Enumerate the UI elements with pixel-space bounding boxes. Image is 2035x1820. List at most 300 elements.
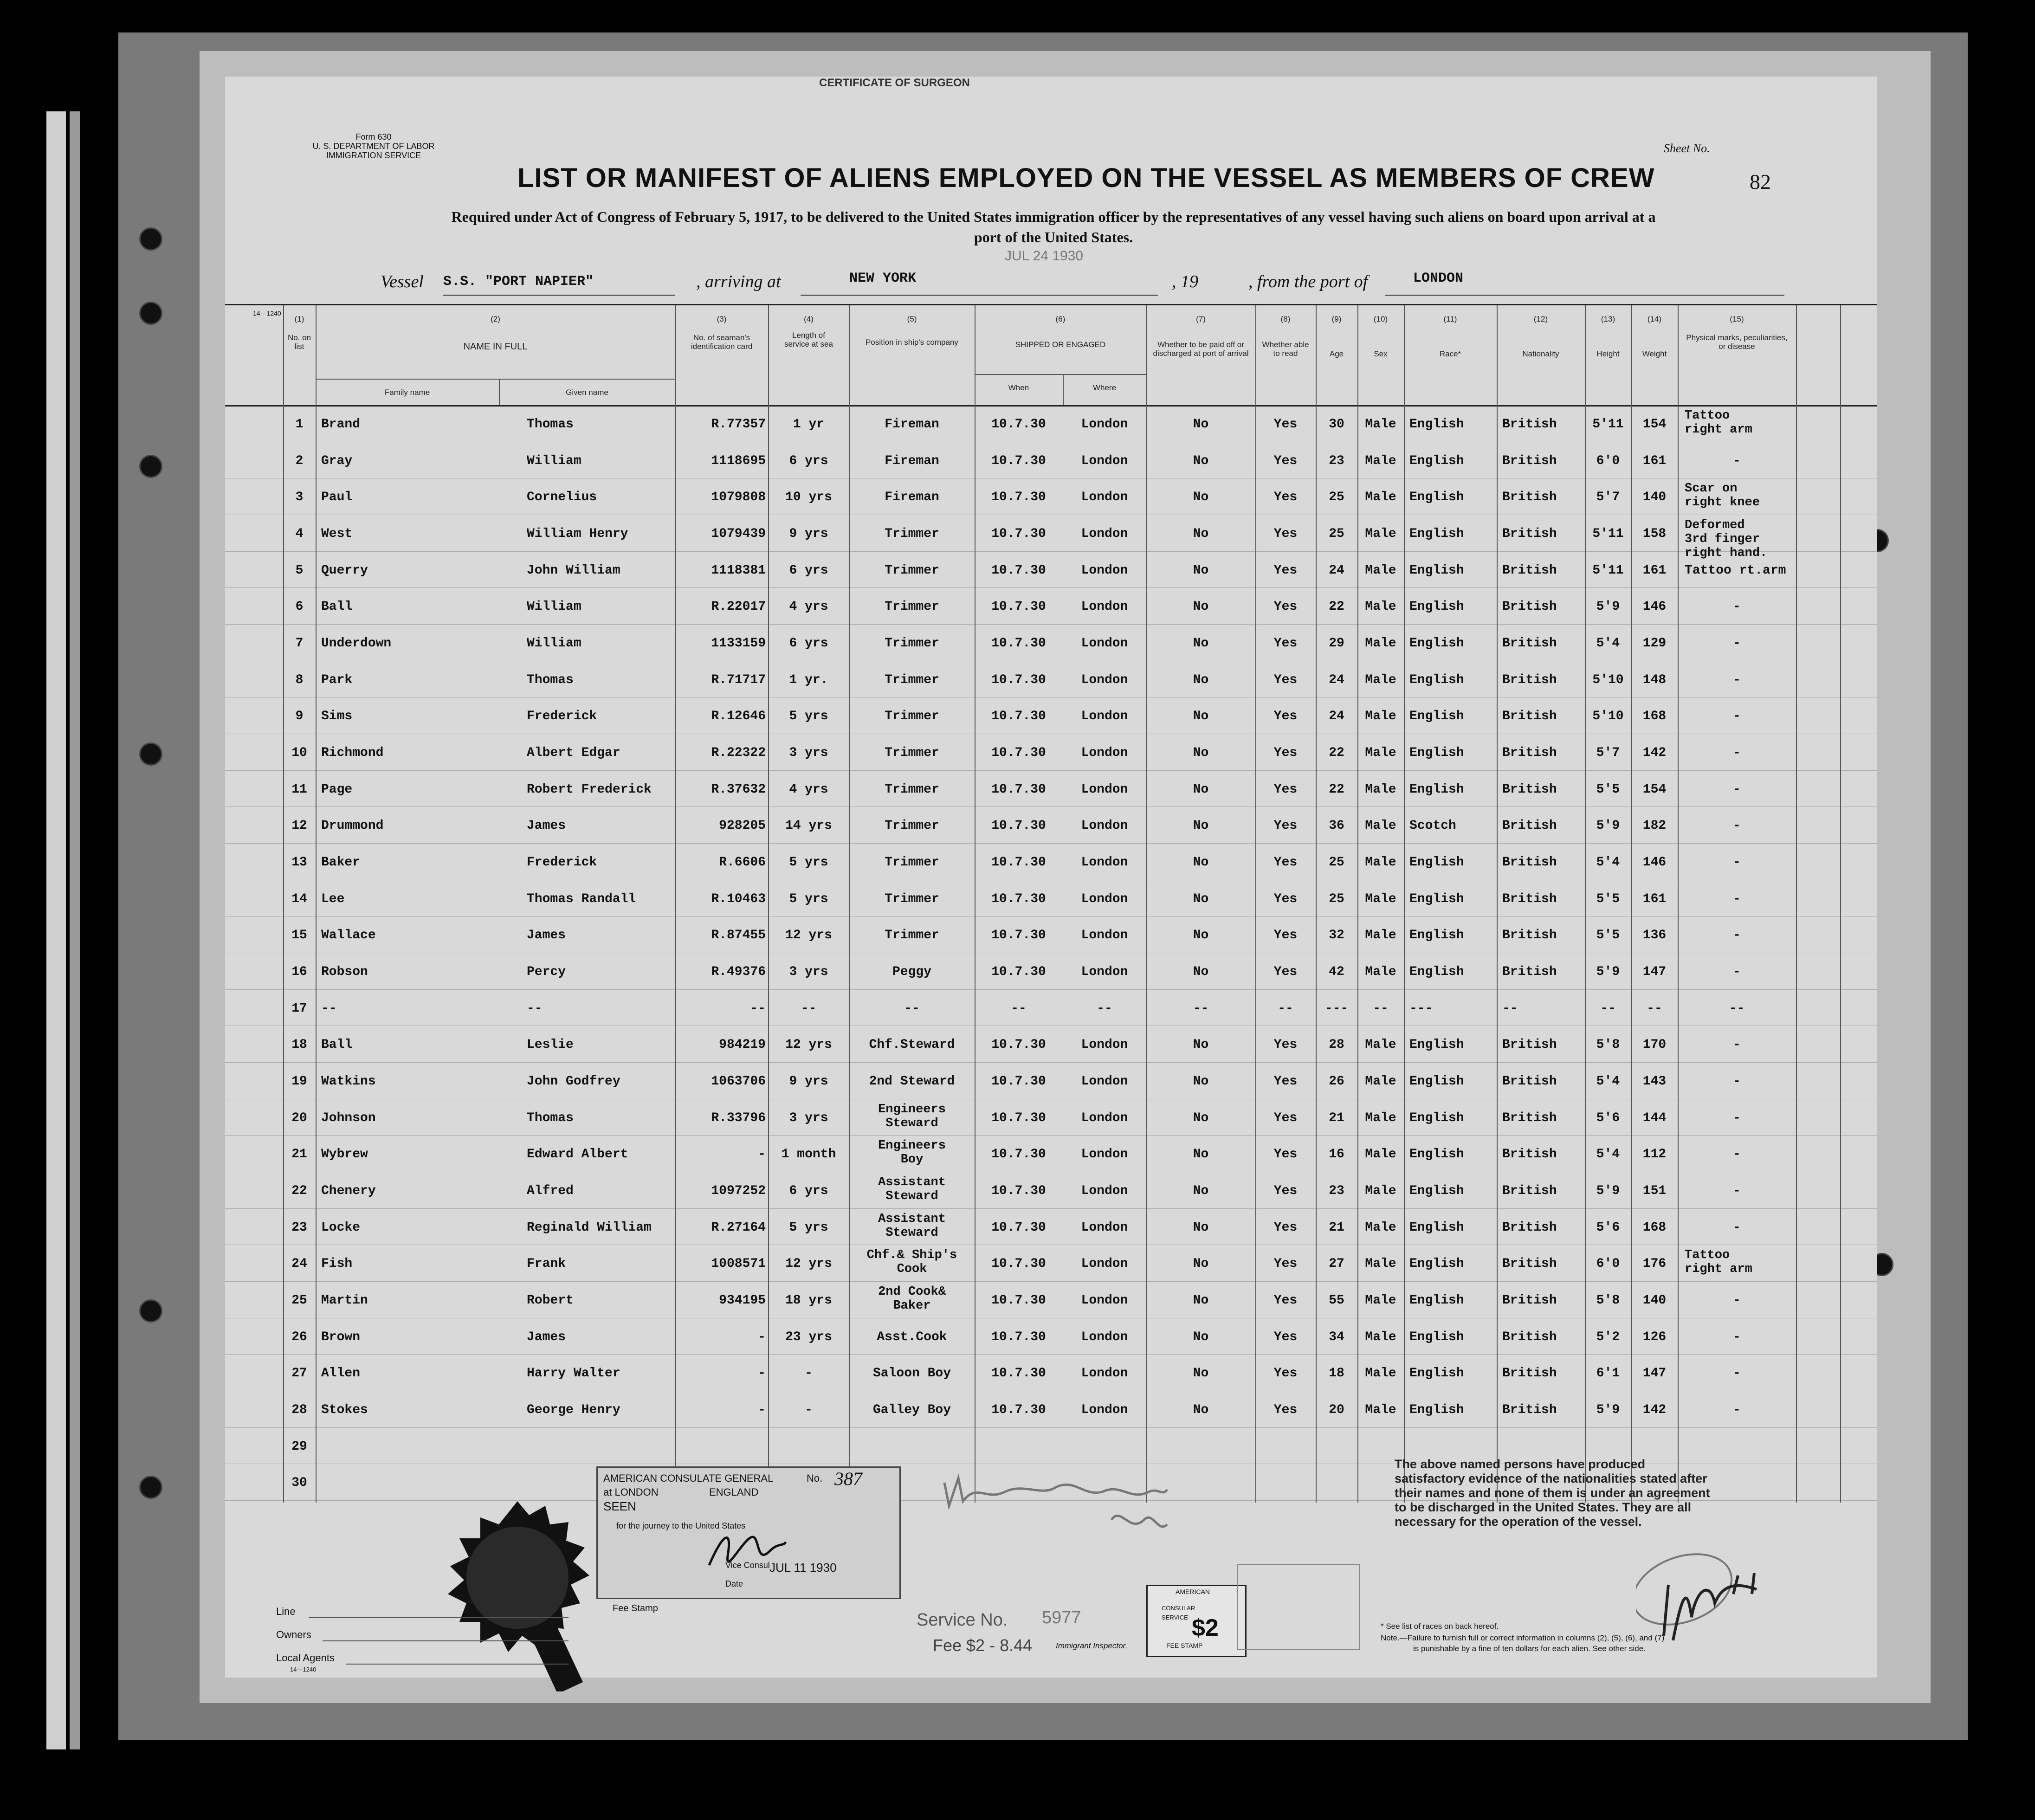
- cell-sex: Male: [1365, 1147, 1396, 1162]
- cell-position: 2nd Steward: [869, 1074, 955, 1089]
- cell-card: 1079439: [711, 527, 766, 541]
- cell-height: 5'4: [1596, 1074, 1620, 1089]
- cell-sex: Male: [1365, 490, 1396, 505]
- cell-where: London: [1081, 453, 1128, 468]
- header-rule: [975, 374, 1146, 375]
- cell-position: Trimmer: [885, 855, 939, 870]
- cell-sex: Male: [1365, 855, 1396, 870]
- cell-sex: Male: [1365, 527, 1396, 541]
- cell-given: George Henry: [527, 1403, 620, 1417]
- cell-given: Harry Walter: [527, 1366, 620, 1381]
- cell-age: 24: [1329, 709, 1344, 724]
- cell-paid-off: No: [1193, 1293, 1209, 1308]
- cell-nationality: British: [1502, 782, 1557, 797]
- fee-stamp-line3: SERVICE: [1162, 1614, 1188, 1621]
- cell-marks: -: [1733, 1220, 1741, 1235]
- cell-nationality: British: [1502, 1147, 1557, 1162]
- cell-weight: 161: [1642, 453, 1667, 468]
- cell-weight: 161: [1642, 891, 1667, 906]
- cell-marks: -: [1733, 855, 1741, 870]
- cell-race: English: [1409, 417, 1464, 432]
- cell-paid-off: No: [1193, 490, 1209, 505]
- table-row: [225, 880, 1877, 917]
- cell-sex: --: [1373, 1001, 1389, 1016]
- cell-height: 6'0: [1596, 453, 1620, 468]
- cell-card: R.12646: [711, 709, 766, 724]
- cell-read: Yes: [1273, 417, 1298, 432]
- cell-given: William: [527, 636, 581, 651]
- col-label-race: Race*: [1439, 349, 1461, 358]
- form-code: 14—1240: [253, 310, 281, 317]
- cell-card: R.77357: [711, 417, 766, 432]
- cell-position: Trimmer: [885, 928, 939, 943]
- cell-nationality: British: [1502, 819, 1557, 833]
- cell-position: Saloon Boy: [872, 1366, 951, 1381]
- cell-weight: 168: [1642, 709, 1667, 724]
- cell-height: 5'10: [1592, 709, 1624, 724]
- col-num-4: (4): [804, 315, 814, 323]
- subtitle: Required under Act of Congress of February 5, 1917, to be delivered to the United States immigration officer by the representatives of any vessel having such aliens on board upon arrival at a port of the United States.: [451, 208, 1656, 245]
- cell-card: R.87455: [711, 928, 766, 943]
- cell-race: English: [1409, 1293, 1464, 1308]
- table-row: [225, 807, 1877, 844]
- consulate-line2b: ENGLAND: [709, 1486, 759, 1498]
- cell-paid-off: No: [1193, 819, 1209, 833]
- cell-weight: 168: [1642, 1220, 1667, 1235]
- cell-marks: -: [1733, 636, 1741, 651]
- owners-label: Owners: [276, 1629, 311, 1640]
- cell-read: Yes: [1273, 855, 1298, 870]
- col-num-5: (5): [907, 315, 917, 323]
- cell-read: --: [1278, 1001, 1293, 1016]
- from-port: LONDON: [1413, 271, 1464, 286]
- table-row: [225, 442, 1877, 479]
- cell-age: 36: [1329, 819, 1344, 833]
- cell-race: English: [1409, 1110, 1464, 1125]
- col-num-1: (1): [294, 315, 304, 323]
- cell-position: Fireman: [885, 453, 939, 468]
- column-rule: [675, 305, 676, 1503]
- cell-age: 22: [1329, 782, 1344, 797]
- from-label: , from the port of: [1248, 272, 1368, 291]
- cell-paid-off: No: [1193, 709, 1209, 724]
- cell-when: 10.7.30: [991, 563, 1046, 578]
- col-num-7: (7): [1196, 315, 1206, 323]
- cell-card: -: [758, 1403, 766, 1417]
- consulate-no: 387: [834, 1468, 862, 1489]
- cell-read: Yes: [1273, 709, 1298, 724]
- cell-height: 5'10: [1592, 672, 1624, 687]
- cell-height: 5'6: [1596, 1110, 1620, 1125]
- vice-consul-signature: [704, 1523, 788, 1579]
- cell-where: London: [1081, 965, 1128, 979]
- table-row: [225, 1135, 1877, 1172]
- cell-no: 9: [295, 709, 304, 724]
- cell-race: English: [1409, 563, 1464, 578]
- cell-no: 3: [295, 490, 304, 505]
- cell-card: R.10463: [711, 891, 766, 906]
- table-row: [225, 953, 1877, 990]
- cell-position: Engineers Steward: [878, 1102, 946, 1130]
- cell-marks: Tattoo rt.arm: [1685, 563, 1786, 578]
- cell-family: Watkins: [321, 1074, 376, 1089]
- cell-paid-off: No: [1193, 1257, 1209, 1271]
- cell-when: 10.7.30: [991, 709, 1046, 724]
- cell-where: London: [1081, 1257, 1128, 1271]
- binder-hole: [139, 1299, 162, 1323]
- cell-family: Richmond: [321, 746, 384, 760]
- table-row: [225, 1172, 1877, 1209]
- table-row: [225, 916, 1877, 953]
- cell-card: R.33796: [711, 1110, 766, 1125]
- cell-age: 42: [1329, 965, 1344, 979]
- cell-nationality: British: [1502, 672, 1557, 687]
- cell-age: 32: [1329, 928, 1344, 943]
- cell-read: Yes: [1273, 782, 1298, 797]
- cell-paid-off: No: [1193, 600, 1209, 614]
- cell-read: Yes: [1273, 1074, 1298, 1089]
- cell-position: Trimmer: [885, 891, 939, 906]
- col-label-card: No. of seaman's identification card: [691, 333, 753, 351]
- cell-card: -: [758, 1366, 766, 1381]
- cell-position: Trimmer: [885, 672, 939, 687]
- cell-read: Yes: [1273, 1403, 1298, 1417]
- cell-where: London: [1081, 527, 1128, 541]
- cell-when: 10.7.30: [991, 1110, 1046, 1125]
- cell-given: Frederick: [527, 855, 597, 870]
- cell-paid-off: No: [1193, 1330, 1209, 1344]
- cell-no: 10: [291, 746, 307, 760]
- column-rule: [849, 305, 850, 1503]
- cell-nationality: British: [1502, 1038, 1557, 1052]
- cell-when: 10.7.30: [991, 891, 1046, 906]
- consulate-date: JUL 11 1930: [769, 1561, 837, 1575]
- cell-paid-off: No: [1193, 672, 1209, 687]
- left-edge-strip: [46, 111, 66, 1749]
- date-stamp: JUL 24 1930: [1005, 248, 1084, 264]
- cell-when: 10.7.30: [991, 1184, 1046, 1198]
- column-rule: [1678, 305, 1679, 1503]
- cell-weight: 140: [1642, 490, 1667, 505]
- cell-service: 23 yrs: [785, 1330, 832, 1344]
- cell-paid-off: --: [1193, 1001, 1209, 1016]
- cell-age: 26: [1329, 1074, 1344, 1089]
- cell-age: 23: [1329, 1184, 1344, 1198]
- table-row: [225, 661, 1877, 698]
- cell-service: 12 yrs: [785, 928, 832, 943]
- cell-read: Yes: [1273, 1147, 1298, 1162]
- cell-service: 9 yrs: [789, 527, 828, 541]
- cell-height: 5'9: [1596, 965, 1620, 979]
- cell-position: Galley Boy: [872, 1403, 951, 1417]
- cell-where: London: [1081, 672, 1128, 687]
- cell-family: Allen: [321, 1366, 361, 1381]
- cell-age: 28: [1329, 1038, 1344, 1052]
- cell-card: R.22017: [711, 600, 766, 614]
- cell-no: 8: [295, 672, 304, 687]
- cell-read: Yes: [1273, 563, 1298, 578]
- binder-hole: [139, 227, 162, 251]
- cell-weight: 126: [1642, 1330, 1667, 1344]
- cell-nationality: British: [1502, 490, 1557, 505]
- col-label-when: When: [1008, 383, 1029, 392]
- cell-given: Robert: [527, 1293, 574, 1308]
- column-rule: [283, 305, 284, 1503]
- col-label-sex: Sex: [1374, 349, 1388, 358]
- column-rule: [768, 305, 769, 1503]
- cell-nationality: British: [1502, 709, 1557, 724]
- cell-when: 10.7.30: [991, 527, 1046, 541]
- cell-marks: -: [1733, 1184, 1741, 1198]
- sheet-no-label: Sheet No.: [1664, 142, 1710, 155]
- cell-age: 25: [1329, 527, 1344, 541]
- cell-family: Park: [321, 672, 353, 687]
- cell-given: Thomas: [527, 1110, 574, 1125]
- cell-height: 5'11: [1592, 417, 1624, 432]
- cell-family: Wallace: [321, 928, 376, 943]
- cell-family: Fish: [321, 1257, 353, 1271]
- cell-given: Robert Frederick: [527, 782, 652, 797]
- cell-position: Assistant Steward: [878, 1175, 946, 1203]
- cell-age: 25: [1329, 855, 1344, 870]
- cell-given: William: [527, 600, 581, 614]
- table-row: [225, 1208, 1877, 1246]
- cell-weight: 143: [1642, 1074, 1667, 1089]
- cell-position: Peggy: [892, 965, 931, 979]
- manifest-sheet: [225, 77, 1877, 1678]
- cell-family: Underdown: [321, 636, 392, 651]
- cell-when: 10.7.30: [991, 928, 1046, 943]
- table-row: [225, 989, 1877, 1026]
- cell-read: Yes: [1273, 527, 1298, 541]
- cell-nationality: British: [1502, 1220, 1557, 1235]
- cell-family: Johnson: [321, 1110, 376, 1125]
- cell-card: 1118695: [711, 453, 766, 468]
- cell-sex: Male: [1365, 819, 1396, 833]
- cell-where: London: [1081, 1147, 1128, 1162]
- cell-marks: Deformed 3rd finger right hand.: [1685, 518, 1768, 560]
- cell-family: Brown: [321, 1330, 361, 1344]
- cell-marks: -: [1733, 672, 1741, 687]
- cell-when: 10.7.30: [991, 819, 1046, 833]
- cell-race: English: [1409, 1220, 1464, 1235]
- cell-service: 6 yrs: [789, 1184, 828, 1198]
- col-label-shipped: SHIPPED OR ENGAGED: [1015, 340, 1106, 349]
- cell-where: London: [1081, 819, 1128, 833]
- col-label-name: NAME IN FULL: [463, 342, 528, 352]
- cell-paid-off: No: [1193, 636, 1209, 651]
- cell-family: Robson: [321, 965, 368, 979]
- cell-given: William: [527, 453, 581, 468]
- note-penalty-2: is punishable by a fine of ten dollars for each alien. See other side.: [1413, 1644, 1646, 1653]
- cell-when: 10.7.30: [991, 1293, 1046, 1308]
- col-num-8: (8): [1280, 315, 1291, 323]
- cell-nationality: British: [1502, 527, 1557, 541]
- cell-when: 10.7.30: [991, 1038, 1046, 1052]
- cell-service: 4 yrs: [789, 782, 828, 797]
- cell-when: 10.7.30: [991, 855, 1046, 870]
- cell-marks: -: [1733, 928, 1741, 943]
- cell-read: Yes: [1273, 1293, 1298, 1308]
- consulate-seen: SEEN: [603, 1499, 636, 1513]
- cell-no: 28: [291, 1403, 307, 1417]
- col-num-12: (12): [1533, 315, 1548, 323]
- binder-hole: [139, 742, 162, 766]
- cell-position: Asst.Cook: [877, 1330, 947, 1344]
- cell-card: --: [750, 1001, 766, 1016]
- col-label-where: Where: [1092, 383, 1117, 392]
- fee-stamp-line1: AMERICAN: [1176, 1588, 1210, 1595]
- cell-card: 984219: [719, 1038, 766, 1052]
- cell-card: 1079808: [711, 490, 766, 505]
- cell-paid-off: No: [1193, 782, 1209, 797]
- cell-no: 18: [291, 1038, 307, 1052]
- surgeon-tab: CERTIFICATE OF SURGEON: [819, 77, 970, 89]
- cell-weight: 154: [1642, 417, 1667, 432]
- col-label-given: Given name: [566, 388, 608, 397]
- cell-card: 1133159: [711, 636, 766, 651]
- cell-service: 3 yrs: [789, 746, 828, 760]
- cell-given: James: [527, 819, 566, 833]
- col-label-position: Position in ship's company: [866, 338, 958, 347]
- col-num-6: (6): [1055, 315, 1066, 323]
- cell-given: Cornelius: [527, 490, 597, 505]
- cell-nationality: British: [1502, 563, 1557, 578]
- binder-hole: [139, 1476, 162, 1499]
- cell-nationality: British: [1502, 1293, 1557, 1308]
- column-rule: [1255, 305, 1256, 1503]
- col-label-weight: Weight: [1642, 349, 1667, 358]
- cell-given: William Henry: [527, 527, 628, 541]
- cell-marks: -: [1733, 1147, 1741, 1162]
- cell-where: London: [1081, 1038, 1128, 1052]
- cell-service: 1 yr: [793, 417, 825, 432]
- cell-given: Reginald William: [527, 1220, 652, 1235]
- inspector-label: Immigrant Inspector.: [1056, 1641, 1128, 1650]
- cell-nationality: British: [1502, 1330, 1557, 1344]
- cell-position: Engineers Boy: [878, 1139, 946, 1167]
- consulate-no-label: No.: [807, 1472, 823, 1484]
- handwritten-signature: [935, 1464, 1251, 1543]
- cell-family: Querry: [321, 563, 368, 578]
- cell-read: Yes: [1273, 1184, 1298, 1198]
- cell-nationality: British: [1502, 855, 1557, 870]
- cell-weight: 147: [1642, 1366, 1667, 1381]
- vessel-label: Vessel: [381, 272, 424, 291]
- cell-weight: 144: [1642, 1110, 1667, 1125]
- cell-nationality: British: [1502, 928, 1557, 943]
- cell-age: 24: [1329, 672, 1344, 687]
- cell-service: 14 yrs: [785, 819, 832, 833]
- cell-paid-off: No: [1193, 563, 1209, 578]
- cell-where: London: [1081, 1220, 1128, 1235]
- cell-paid-off: No: [1193, 928, 1209, 943]
- cell-when: 10.7.30: [991, 746, 1046, 760]
- cell-family: Baker: [321, 855, 361, 870]
- cell-paid-off: No: [1193, 1038, 1209, 1052]
- cell-height: 5'7: [1596, 746, 1620, 760]
- cell-height: 5'7: [1596, 490, 1620, 505]
- service-no-label: Service No.: [917, 1610, 1008, 1630]
- col-label-nationality: Nationality: [1522, 349, 1559, 358]
- fee-stamp: [1146, 1585, 1247, 1657]
- cell-weight: --: [1647, 1001, 1662, 1016]
- cell-where: London: [1081, 1293, 1128, 1308]
- year-label: , 19: [1172, 272, 1198, 291]
- table-row: [225, 1354, 1877, 1391]
- cell-card: 1063706: [711, 1074, 766, 1089]
- cell-race: English: [1409, 1403, 1464, 1417]
- cell-family: Chenery: [321, 1184, 376, 1198]
- cell-no: 15: [291, 928, 307, 943]
- cell-card: R.22322: [711, 746, 766, 760]
- cell-sex: Male: [1365, 1293, 1396, 1308]
- cell-when: 10.7.30: [991, 672, 1046, 687]
- cell-race: English: [1409, 1038, 1464, 1052]
- cell-given: Thomas Randall: [527, 891, 636, 906]
- cell-service: 10 yrs: [785, 490, 832, 505]
- cell-paid-off: No: [1193, 1110, 1209, 1125]
- header-rule: [316, 379, 675, 380]
- cell-marks: -: [1733, 782, 1741, 797]
- cell-race: English: [1409, 672, 1464, 687]
- declaration: The above named persons have produced satisfactory evidence of the nationalities stated after their names and none of them is under an agreement to be discharged in the United States. They are all necessary for the operation of the vessel.: [1395, 1457, 1710, 1529]
- cell-height: 5'8: [1596, 1293, 1620, 1308]
- cell-age: 20: [1329, 1403, 1344, 1417]
- cell-no: 25: [291, 1293, 307, 1308]
- col-num-9: (9): [1331, 315, 1342, 323]
- cell-card: 934195: [719, 1293, 766, 1308]
- cell-marks: -: [1733, 1330, 1741, 1344]
- cell-no: 11: [291, 782, 307, 797]
- cell-given: Alfred: [527, 1184, 574, 1198]
- cell-age: 22: [1329, 600, 1344, 614]
- vessel-underline: [443, 295, 675, 296]
- cell-age: 30: [1329, 417, 1344, 432]
- cell-nationality: British: [1502, 453, 1557, 468]
- cell-height: 5'6: [1596, 1220, 1620, 1235]
- cell-read: Yes: [1273, 1220, 1298, 1235]
- cell-marks: -: [1733, 819, 1741, 833]
- cell-when: 10.7.30: [991, 1147, 1046, 1162]
- cell-family: Drummond: [321, 819, 384, 833]
- cell-height: 5'9: [1596, 1184, 1620, 1198]
- cell-when: 10.7.30: [991, 453, 1046, 468]
- cell-age: 27: [1329, 1257, 1344, 1271]
- cell-given: Thomas: [527, 672, 574, 687]
- table-body: [225, 405, 1877, 1500]
- cell-read: Yes: [1273, 746, 1298, 760]
- cell-paid-off: No: [1193, 1366, 1209, 1381]
- cell-service: 3 yrs: [789, 1110, 828, 1125]
- cell-read: Yes: [1273, 672, 1298, 687]
- cell-marks: -: [1733, 965, 1741, 979]
- cell-race: English: [1409, 1184, 1464, 1198]
- cell-read: Yes: [1273, 636, 1298, 651]
- cell-family: Brand: [321, 417, 361, 432]
- sheet-no: 82: [1750, 170, 1771, 194]
- cell-position: Trimmer: [885, 527, 939, 541]
- cell-nationality: British: [1502, 746, 1557, 760]
- fee-stamp-amount: $2: [1192, 1614, 1219, 1641]
- cell-paid-off: No: [1193, 1184, 1209, 1198]
- fee-stamp-label: Fee Stamp: [613, 1603, 658, 1613]
- fee-line: Fee $2 - 8.44: [933, 1636, 1033, 1655]
- cell-card: 1008571: [711, 1257, 766, 1271]
- line-underline: [309, 1617, 569, 1618]
- cell-position: --: [904, 1001, 920, 1016]
- cell-age: 18: [1329, 1366, 1344, 1381]
